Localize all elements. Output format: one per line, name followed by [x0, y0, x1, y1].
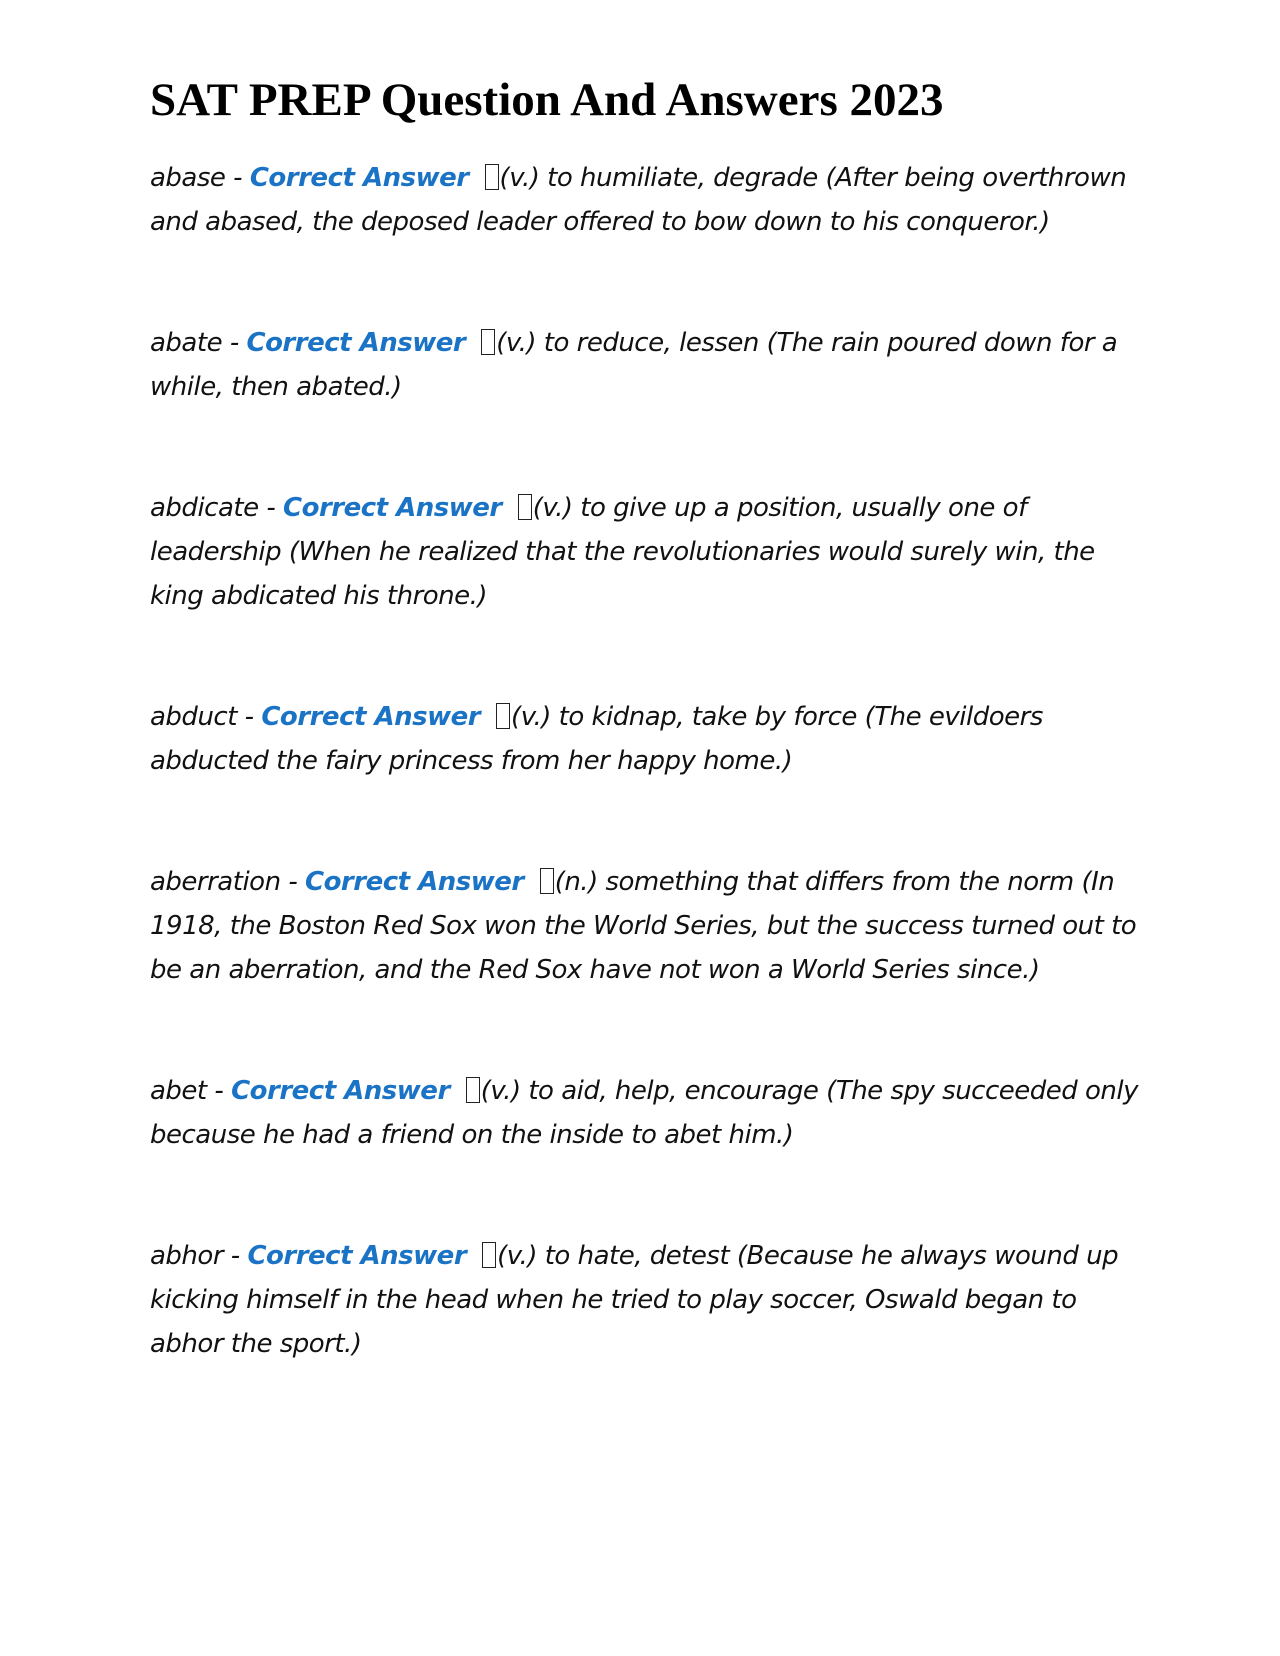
entry-separator: - — [258, 493, 284, 524]
entry-definition: (v.) to kidnap, take by force (The evildoers abducted the fairy princess from her happy home.) — [150, 702, 1043, 777]
correct-answer-label: Correct Answer — [231, 1076, 450, 1107]
entry-definition: (v.) to hate, detest (Because he always wound up kicking himself in the head when he tried to play soccer, Oswald began to abhor the sport.) — [150, 1241, 1119, 1360]
entry-separator: - — [280, 867, 305, 898]
entry-term: abdicate — [150, 493, 259, 524]
entry-separator: - — [225, 163, 250, 194]
correct-answer-label: Correct Answer — [283, 493, 502, 524]
entry-definition: (v.) to give up a position, usually one of leadership (When he realized that the revolutionaries would surely win, the king abdicated his throne.) — [150, 493, 1095, 612]
entry-term: abate — [150, 328, 223, 359]
missing-glyph-icon — [481, 329, 495, 355]
correct-answer-label: Correct Answer — [247, 1241, 467, 1272]
entry-term: abduct — [150, 702, 237, 733]
entry-abate — [150, 321, 1150, 409]
entry-abduct — [150, 695, 1150, 783]
document-page — [150, 72, 1150, 1443]
entry-term: abet — [150, 1076, 207, 1107]
missing-glyph-icon — [496, 703, 510, 729]
missing-glyph-icon — [485, 164, 499, 190]
entry-abase — [150, 156, 1150, 244]
entry-definition: (v.) to reduce, lessen (The rain poured down for a while, then abated.) — [150, 328, 1118, 403]
entry-separator: - — [236, 702, 262, 733]
missing-glyph-icon — [518, 494, 532, 520]
correct-answer-label: Correct Answer — [261, 702, 481, 733]
missing-glyph-icon — [466, 1077, 480, 1103]
missing-glyph-icon — [540, 868, 554, 894]
entry-term: aberration — [150, 867, 281, 898]
document-title: SAT PREP Question And Answers 2023 — [150, 74, 944, 126]
correct-answer-label: Correct Answer — [249, 163, 469, 194]
correct-answer-label: Correct Answer — [304, 867, 524, 898]
entry-abhor — [150, 1234, 1150, 1366]
entry-abdicate — [150, 486, 1150, 618]
entry-definition: (v.) to humiliate, degrade (After being overthrown and abased, the deposed leader offered to bow down to his conqueror.) — [150, 163, 1127, 238]
entry-definition: (n.) something that differs from the norm (In 1918, the Boston Red Sox won the World Series, but the success turned out to be an aberration, and the Red Sox have not won a World Series since.) — [150, 867, 1137, 986]
entry-term: abhor — [150, 1241, 224, 1272]
entry-term: abase — [150, 163, 226, 194]
entry-separator: - — [223, 1241, 248, 1272]
entry-abet — [150, 1069, 1150, 1157]
correct-answer-label: Correct Answer — [246, 328, 466, 359]
entry-definition: (v.) to aid, help, encourage (The spy succeeded only because he had a friend on the inside to abet him.) — [150, 1076, 1139, 1151]
entry-separator: - — [222, 328, 247, 359]
entry-aberration — [150, 860, 1150, 992]
missing-glyph-icon — [482, 1242, 496, 1268]
entry-separator: - — [206, 1076, 232, 1107]
